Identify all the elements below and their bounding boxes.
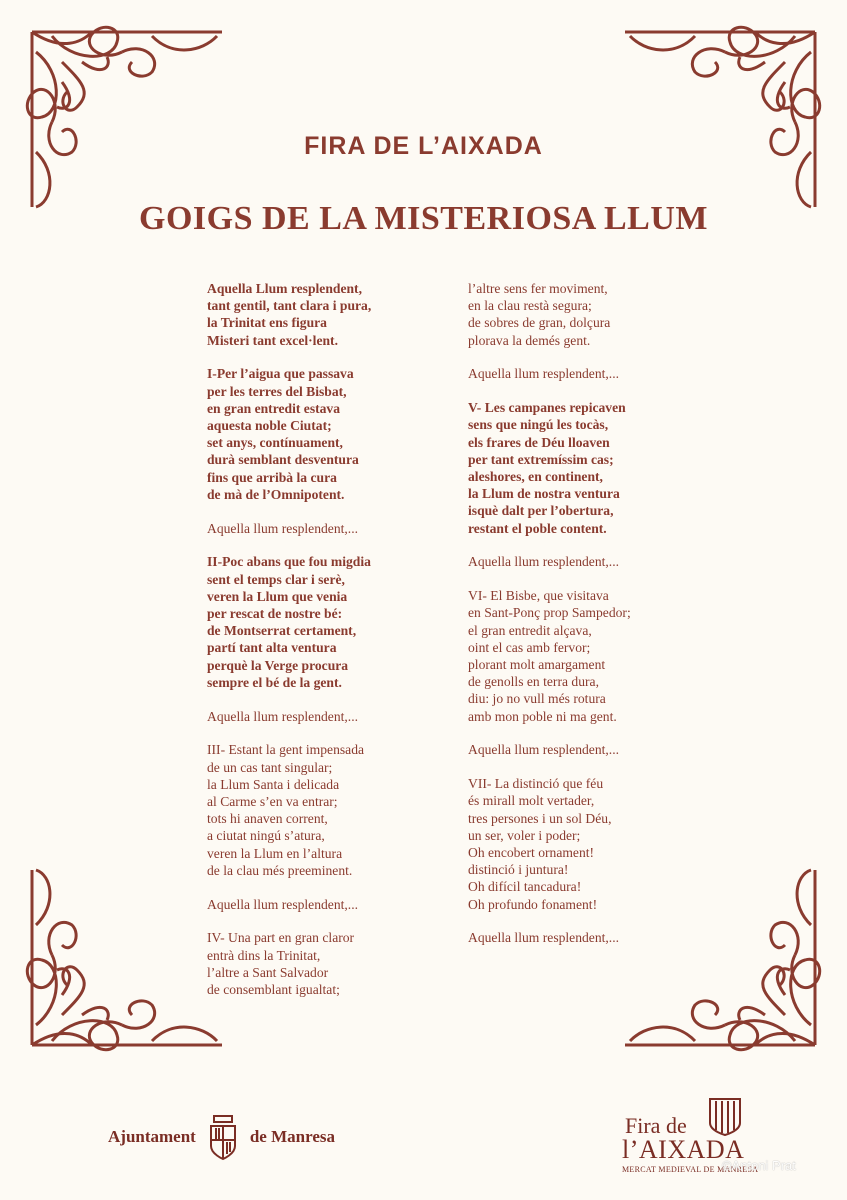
verse-line: Oh difícil tancadura! [468,879,582,895]
verse-line: set anys, contínuament, [207,435,343,451]
verse-line: un ser, voler i poder; [468,827,581,843]
verse-line: en gran entredit estava [207,400,341,416]
verse-line: els frares de Déu lloaven [468,434,610,450]
verse-line: durà semblant desventura [207,452,359,468]
aixada-text: l’AIXADA [622,1135,745,1164]
verse-line: entrà dins la Trinitat, [207,947,321,963]
stanza [207,896,467,913]
verse-line: VI- El Bisbe, que visitava [468,588,609,604]
verse-line: distinció i juntura! [468,862,569,878]
ornament-corner-bottom-left [22,865,232,1055]
verse-line: tres persones i un sol Déu, [468,810,612,826]
manresa-label: de Manresa [249,1127,335,1146]
poem-column-right [468,280,728,963]
fair-title: FIRA DE L’AIXADA [304,132,543,160]
verse-line: tant gentil, tant clara i pura, [207,298,372,314]
ornament-corner-top-right [615,22,825,212]
stanza [207,365,467,503]
verse-line: Aquella llum resplendent,... [207,520,359,536]
verse-line: Oh encobert ornament! [468,845,595,861]
verse-line: Aquella llum resplendent,... [468,554,620,570]
stanza [207,520,467,537]
verse-line: III- Estant la gent impensada [207,742,365,758]
verse-line: IV- Una part en gran claror [207,930,355,946]
verse-line: perquè la Verge procura [207,657,349,673]
verse-line: amb mon poble ni ma gent. [468,708,617,724]
verse-line: l’altre a Sant Salvador [207,964,329,980]
verse-line: de la clau més preeminent. [207,862,353,878]
ornament-corner-top-left [22,22,232,212]
verse-line: plorant molt amargament [468,657,606,673]
verse-line: Oh profundo fonament! [468,896,598,912]
poem-title: GOIGS DE LA MISTERIOSA LLUM [139,200,708,237]
verse-line: aquesta noble Ciutat; [207,418,332,434]
verse-line: restant el poble content. [468,520,607,536]
verse-line: diu: jo no vull més rotura [468,691,606,707]
verse-line: la Llum de nostra ventura [468,486,620,502]
stanza [468,553,728,570]
verse-line: Aquella llum resplendent,... [468,366,620,382]
verse-line: Aquella llum resplendent,... [207,708,359,724]
stanza [207,741,467,879]
poem-column-left [207,280,467,1015]
verse-line: a ciutat ningú s’atura, [207,828,325,844]
verse-line: per les terres del Bisbat, [207,383,347,399]
copyright-watermark: ©Antoni Prat [722,1158,796,1173]
stanza [468,775,728,913]
verse-line: de Montserrat certament, [207,623,357,639]
verse-line: tots hi anaven corrent, [207,811,328,827]
verse-line: l’altre sens fer moviment, [468,281,608,296]
ornament-icon [615,22,825,212]
verse-line: VII- La distinció que féu [468,776,604,792]
verse-line: sempre el bé de la gent. [207,674,342,690]
stanza [468,587,728,725]
verse-line: sens que ningú les tocàs, [468,417,609,433]
verse-line: de genolls en terra dura, [468,674,599,690]
ornament-icon [22,22,232,212]
verse-line: per tant extremíssim cas; [468,451,614,467]
stanza [468,399,728,537]
stanza [207,929,467,998]
stanza [207,280,467,349]
stanza [468,365,728,382]
verse-line: II-Poc abans que fou migdia [207,554,371,570]
verse-line: oint el cas amb fervor; [468,639,591,655]
verse-line: sent el temps clar i serè, [207,571,345,587]
coat-of-arms-icon [206,1112,240,1162]
flag-shield-icon [708,1097,742,1137]
stanza [468,741,728,758]
verse-line: V- Les campanes repicaven [468,400,626,416]
verse-line: és mirall molt vertader, [468,793,595,809]
verse-line: de un cas tant singular; [207,759,333,775]
fira-de-text: Fira de [625,1113,687,1138]
verse-line: Misteri tant excel·lent. [207,332,338,348]
verse-line: Aquella llum resplendent,... [468,930,620,946]
verse-line: veren la Llum que venia [207,588,348,604]
stanza [468,929,728,946]
stanza [468,280,728,349]
verse-line: el gran entredit alçava, [468,622,592,638]
verse-line: I-Per l’aigua que passava [207,366,354,382]
verse-line: aleshores, en continent, [468,469,603,485]
verse-line: la Llum Santa i delicada [207,776,340,792]
verse-line: partí tant alta ventura [207,640,337,656]
verse-line: Aquella llum resplendent,... [207,896,359,912]
ornament-icon [22,865,232,1055]
verse-line: la Trinitat ens figura [207,315,327,331]
ajuntament-label: Ajuntament [108,1127,196,1146]
mercat-medieval-text: MERCAT MEDIEVAL DE MANRESA [622,1165,759,1174]
verse-line: per rescat de nostre bé: [207,606,343,622]
verse-line: Aquella llum resplendent,... [468,742,620,758]
verse-line: al Carme s’en va entrar; [207,794,338,810]
stanza [207,708,467,725]
verse-line: isquè dalt per l’obertura, [468,503,614,519]
verse-line: en la clau restà segura; [468,298,592,314]
verse-line: de mà de l’Omnipotent. [207,486,345,502]
verse-line: Aquella Llum resplendent, [207,281,362,296]
verse-line: plorava la demés gent. [468,332,591,348]
verse-line: de consemblant igualtat; [207,982,340,998]
verse-line: de sobres de gran, dolçura [468,315,611,331]
ajuntament-logo [108,1108,335,1166]
stanza [207,553,467,691]
verse-line: en Sant-Ponç prop Sampedor; [468,605,631,621]
verse-line: fins que arribà la cura [207,469,337,485]
verse-line: veren la Llum en l’altura [207,845,343,861]
